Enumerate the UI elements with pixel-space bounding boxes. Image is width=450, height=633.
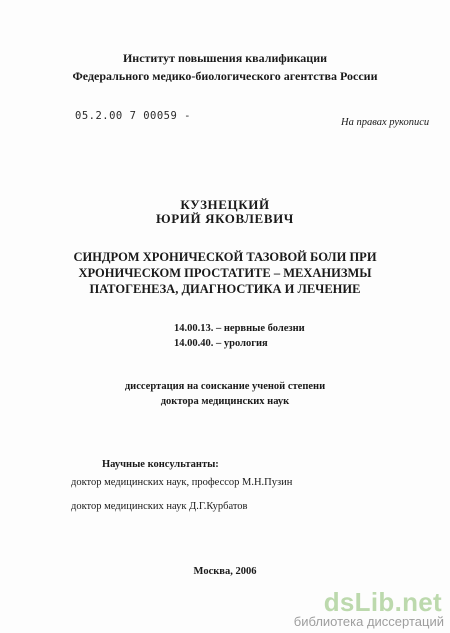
consultant-entry: доктор медицинских наук, профессор М.Н.Пузин	[71, 477, 293, 488]
institute-name: Институт повышения квалификации	[122, 51, 328, 65]
degree-name: доктора медицинских наук	[160, 396, 290, 407]
library-stamp: 05.2.00 7 00059 -	[75, 110, 191, 122]
watermark-logo: dsLib.net	[323, 587, 442, 617]
manuscript-rights: На правах рукописи	[341, 117, 430, 128]
agency-name: Федерального медико-биологического агентства России	[72, 69, 378, 83]
dissertation-title-line-2: ХРОНИЧЕСКОМ ПРОСТАТИТЕ – МЕХАНИЗМЫ	[78, 266, 372, 280]
degree-statement: диссертация на соискание ученой степени	[124, 381, 326, 392]
author-surname: КУЗНЕЦКИЙ	[180, 197, 270, 212]
city-year: Москва, 2006	[193, 566, 257, 577]
consultants-heading: Научные консультанты:	[102, 459, 219, 470]
author-name: ЮРИЙ ЯКОВЛЕВИЧ	[156, 211, 294, 226]
specialty-code: 14.00.40. – урология	[174, 338, 268, 349]
dissertation-title-line-1: СИНДРОМ ХРОНИЧЕСКОЙ ТАЗОВОЙ БОЛИ ПРИ	[73, 250, 377, 264]
consultant-entry: доктор медицинских наук Д.Г.Курбатов	[71, 501, 248, 512]
watermark-caption: библиотека диссертаций	[293, 614, 444, 629]
dissertation-title-line-3: ПАТОГЕНЕЗА, ДИАГНОСТИКА И ЛЕЧЕНИЕ	[89, 282, 361, 296]
specialty-code: 14.00.13. – нервные болезни	[174, 323, 305, 334]
